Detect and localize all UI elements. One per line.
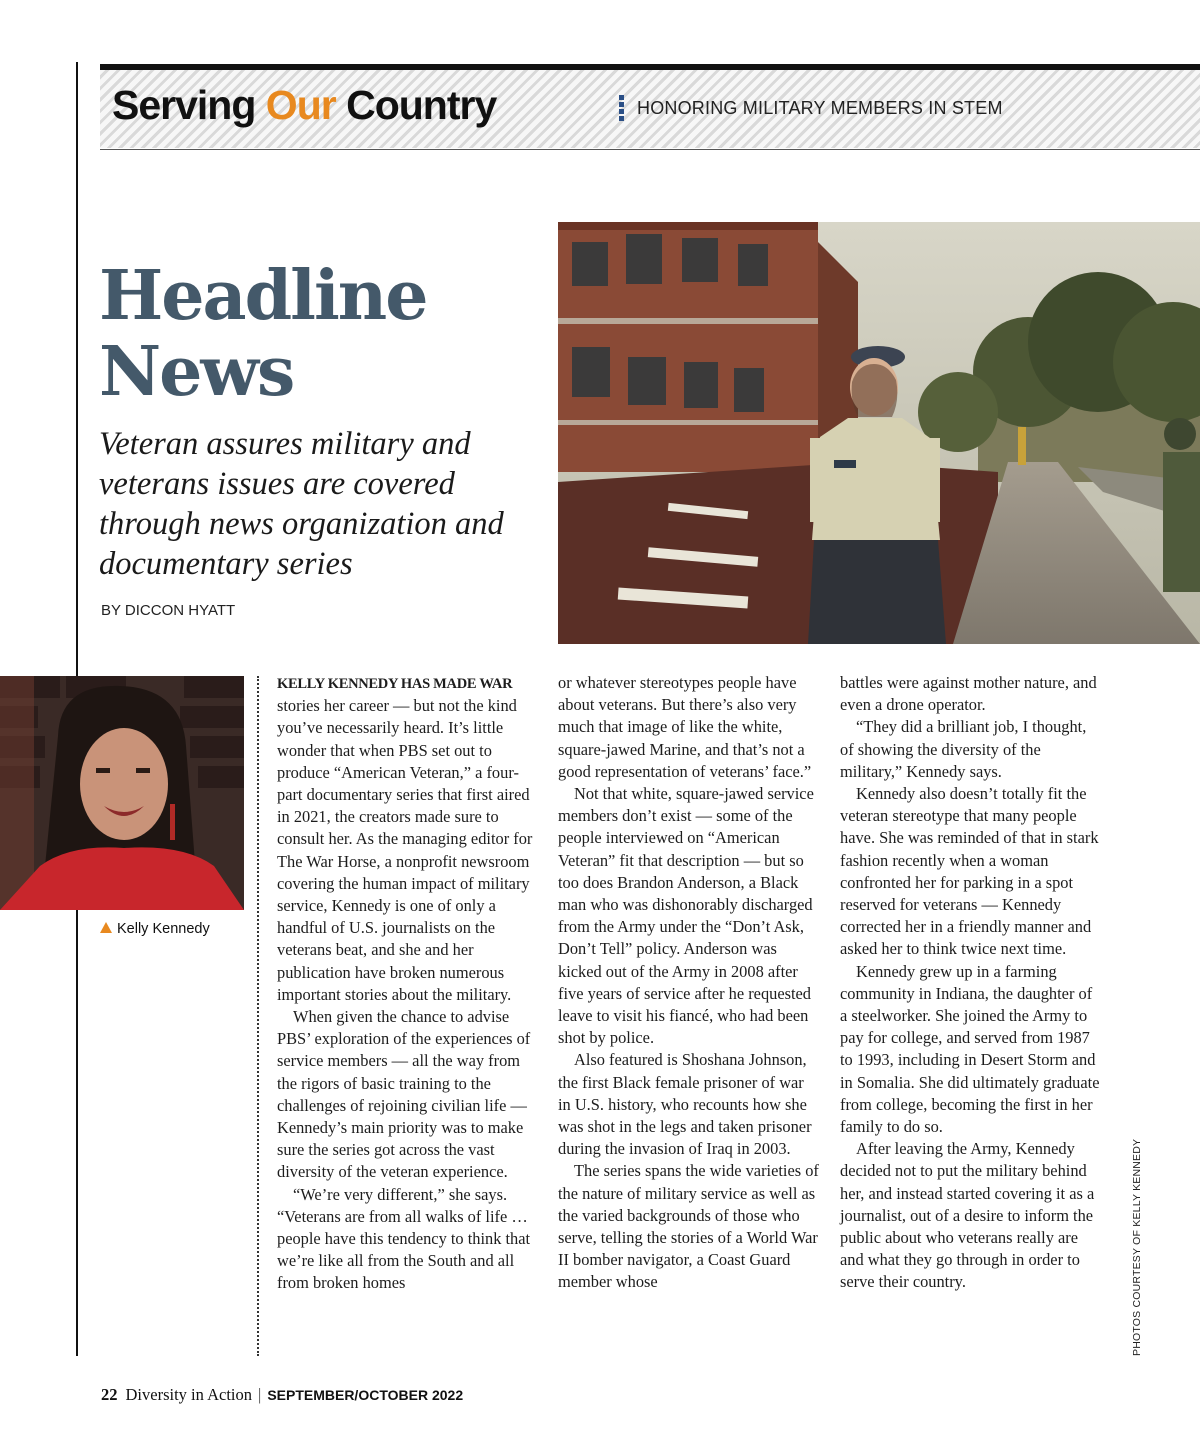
publication-name: Diversity in Action [125, 1385, 252, 1404]
article-paragraph: battles were against mother nature, and even a drone operator. [840, 673, 1097, 715]
section-title-part1: Serving [112, 82, 256, 128]
article-column-2 [558, 672, 820, 1294]
article-paragraph: After leaving the Army, Kennedy decided not to put the military behind her, and instead started covering it as a journalist, out of a desire to inform the public about who veterans really are and what they go through in order to serve their country. [840, 1139, 1095, 1292]
article-paragraph: Kennedy grew up in a farming community in Indiana, the daughter of a steelworker. She joined the Army to pay for college, and served from 1987 to 1993, including in Desert Storm and in Somalia. She did ultimately graduate from college, becoming the first in her family to do so. [840, 961, 1100, 1137]
section-header [100, 64, 1200, 148]
page-footer [101, 1385, 463, 1405]
article-paragraph: or whatever stereotypes people have about veterans. But there’s also very much that image of like the white, square-jawed Marine, and that’s not a good representation of veterans’ face.” [558, 673, 812, 781]
article-col1-text: stories her career — but not the kind you’ve necessarily heard. It’s little wonder that when PBS set out to produce “American Veteran,” a four-part documentary series that first aired in 2021, the creators made sure to consult her. As the managing editor for The War Horse, a nonprofit newsroom covering the human impact of military service, Kennedy is one of only a handful of U.S. journalists on the veterans beat, and she and her publication have broken numerous important stories about the military. [277, 696, 533, 1004]
caption-triangle-icon [100, 922, 112, 933]
photo-credit: PHOTOS COURTESY OF KELLY KENNEDY [1131, 1138, 1143, 1356]
article-paragraph: The series spans the wide varieties of the nature of military service as well as the varied backgrounds of those who serve, telling the stories of a World War II bomber navigator, a Coast Guard member whose [558, 1161, 819, 1292]
issue-date: SEPTEMBER/OCTOBER 2022 [267, 1387, 464, 1403]
portrait-photo [0, 676, 244, 910]
article-paragraph: Not that white, square-jawed service members don’t exist — some of the people interviewed on “American Veteran” fit that description — but so too does Brandon Anderson, a Black man who was dishonorably discharged from the Army under the “Don’t Ask, Don’t Tell” policy. Anderson was kicked out of the Army in 2008 after five years of service after he requested leave to visit his fiancé, who had been shot by police. [558, 784, 814, 1048]
article-column-3 [840, 672, 1102, 1294]
article-paragraph: Kennedy also doesn’t totally fit the veteran stereotype that many people have. She was reminded of that in stark fashion recently when a woman confronted her for parking in a spot reserved for veterans — Kennedy corrected her in a friendly manner and asked her to think twice next time. [840, 784, 1099, 959]
article-paragraph: Also featured is Shoshana Johnson, the first Black female prisoner of war in U.S. history, who recounts how she was shot in the legs and taken prisoner during the invasion of Iraq in 2003. [558, 1050, 812, 1159]
subheadline: Veteran assures military and veterans issues are covered through news organization and documentary series [99, 426, 504, 582]
header-separator [619, 95, 624, 121]
article-column-1 [277, 672, 539, 1295]
header-top-bar [100, 64, 1200, 70]
byline: BY DICCON HYATT [101, 602, 236, 619]
article-lead-in: KELLY KENNEDY HAS MADE WAR [277, 676, 513, 692]
headline-line2: News [99, 332, 294, 412]
section-subtitle: HONORING MILITARY MEMBERS IN STEM [637, 98, 1003, 118]
section-title [112, 82, 496, 129]
article-paragraph [277, 672, 539, 1006]
column-dotted-rule [257, 676, 259, 1356]
portrait-caption [100, 921, 210, 937]
section-title-accent: Our [265, 82, 336, 128]
main-photo [558, 222, 1200, 644]
section-title-part2: Country [346, 82, 497, 128]
footer-separator: | [258, 1385, 262, 1404]
page-number: 22 [101, 1385, 118, 1404]
portrait-caption-text: Kelly Kennedy [117, 921, 210, 937]
headline-line1: Headline [99, 256, 427, 336]
article-paragraph: “They did a brilliant job, I thought, of showing the diversity of the military,” Kennedy says. [840, 717, 1087, 781]
headline [99, 258, 539, 410]
article-paragraph: “We’re very different,” she says. “Veterans are from all walks of life … people have this tendency to think that we’re like all from the South and all from broken homes [277, 1184, 531, 1293]
article-paragraph: When given the chance to advise PBS’ exploration of the experiences of service members — all the way from the rigors of basic training to the challenges of rejoining civilian life — Kennedy’s main priority was to make sure the series got across the vast diversity of the veteran experience. [277, 1007, 531, 1182]
header-bottom-rule [100, 149, 1200, 150]
